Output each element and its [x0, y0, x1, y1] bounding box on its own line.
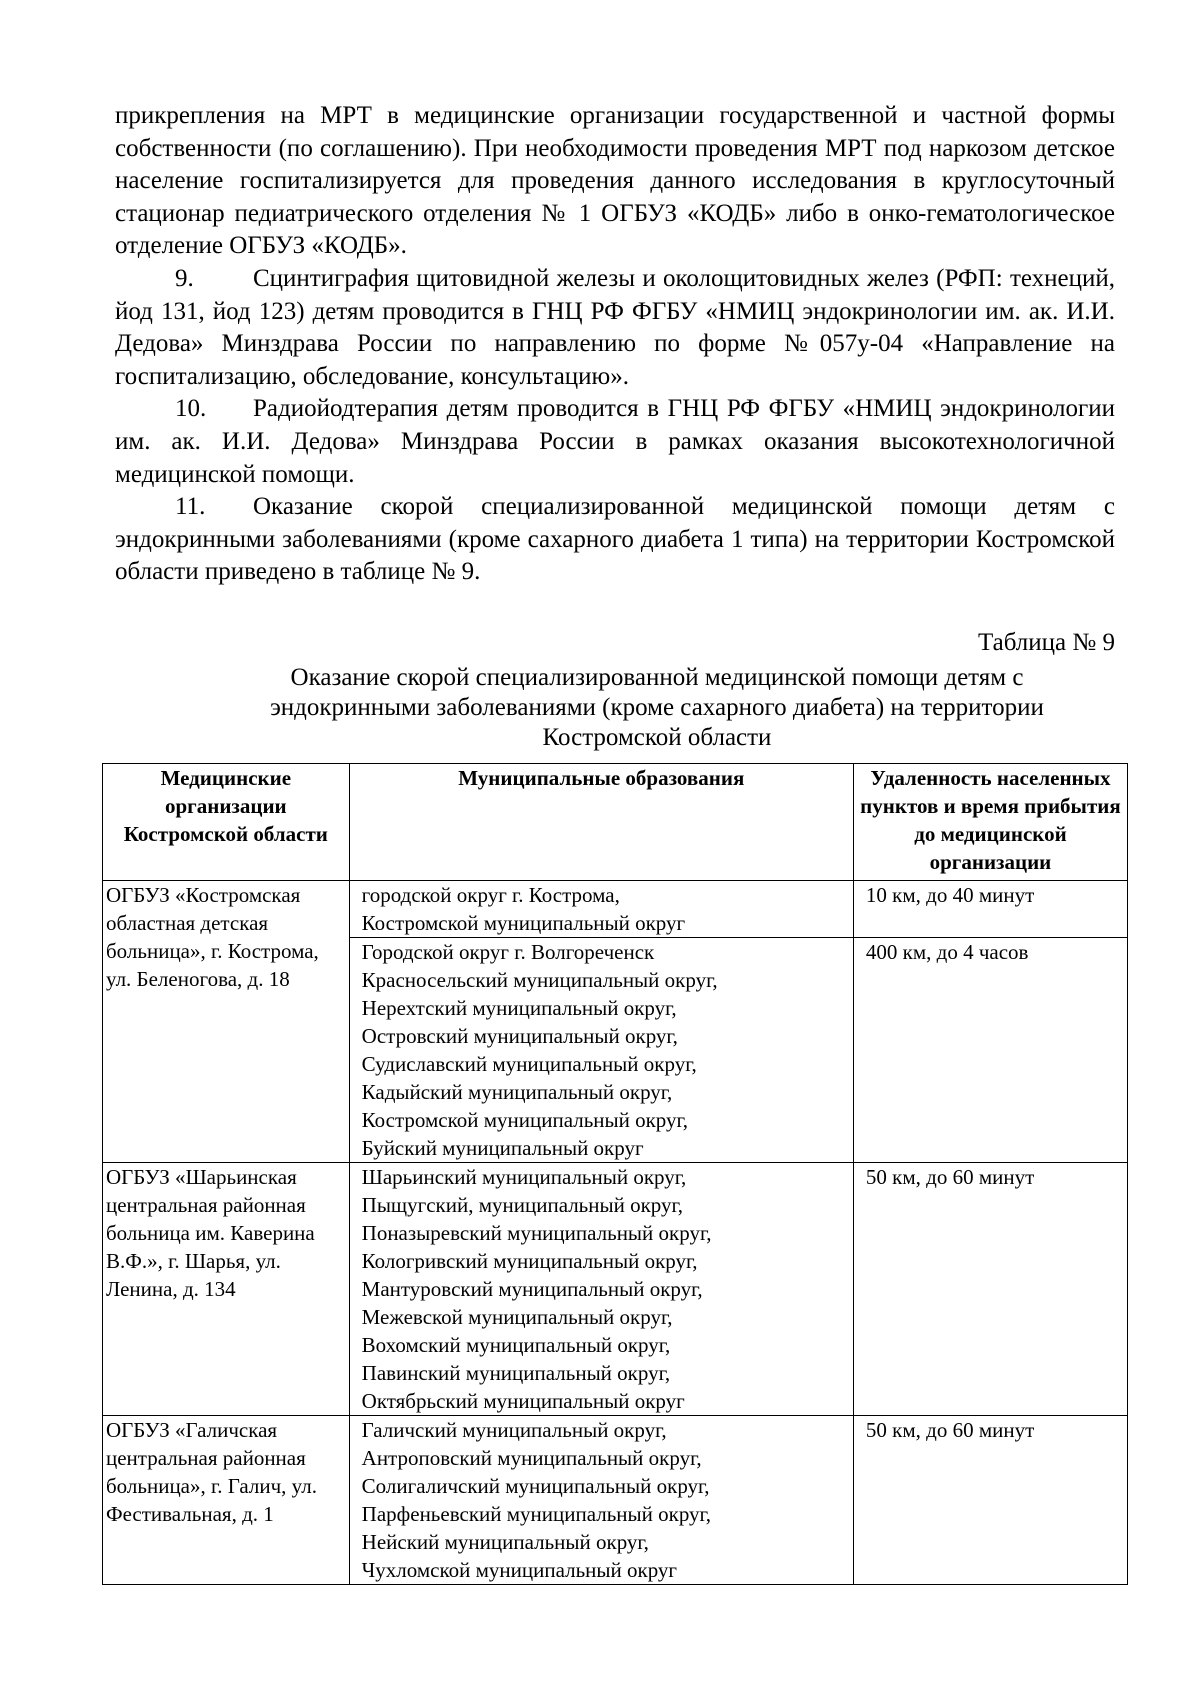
table-label: Таблица № 9	[977, 629, 1115, 656]
municipality: Парфеньевский муниципальный округ,	[361, 1502, 712, 1526]
municipality: Шарьинский муниципальный округ,	[361, 1165, 687, 1189]
municipality: Островский муниципальный округ,	[361, 1024, 678, 1048]
paragraph-text: прикрепления на МРТ в медицинские организации государственной и частной формы собственности (по соглашению). При необходимости проведения МРТ под наркозом детское население госпитализируется для проведения данного исследования в круглосуточный стационар педиатрического отделения № 1 ОГБУЗ «КОДБ» либо в онко-гематологическое отделение ОГБУЗ «КОДБ».	[115, 102, 1115, 260]
municipality: Буйский муниципальный округ	[361, 1136, 644, 1160]
org-cell: ОГБУЗ «Костромская областная детская больница», г. Кострома, ул. Беленогова, д. 18	[103, 881, 350, 1163]
municipality: Солигаличский муниципальный округ,	[361, 1474, 710, 1498]
municipality: Городской округ г. Волгореченск	[361, 940, 655, 964]
municipality: Галичский муниципальный округ,	[361, 1418, 667, 1442]
paragraph-continuation	[115, 100, 1115, 263]
document-page	[106, 100, 1121, 1582]
header-distance: Удаленность населенных пунктов и время прибытия до медицинской организации	[853, 764, 1127, 881]
distance-cell: 10 км, до 40 минут	[853, 881, 1127, 938]
paragraph-10	[115, 393, 1115, 491]
municipality: Кологривский муниципальный округ,	[361, 1249, 698, 1273]
municipality: Чухломской муниципальный округ	[361, 1558, 678, 1582]
table-row	[103, 1163, 1128, 1416]
municipality: Павинский муниципальный округ,	[361, 1361, 671, 1385]
paragraph-text: Оказание скорой специализированной медицинской помощи детям с эндокринными заболеваниями (кроме сахарного диабета 1 типа) на территории Костромской области приведено в таблице № 9.	[115, 493, 1115, 586]
paragraph-9	[115, 263, 1115, 393]
header-municipalities: Муниципальные образования	[349, 764, 853, 881]
table-row	[103, 881, 1128, 938]
table-9	[102, 763, 1128, 1585]
municipalities-cell	[349, 938, 853, 1163]
paragraph-text: Сцинтиграфия щитовидной железы и околощитовидных желез (РФП: технеций, йод 131, йод 123) детям проводится в ГНЦ РФ ФГБУ «НМИЦ эндокринологии им. ак. И.И. Дедова» Минздрава России по направлению по форме №057у-04 «Направление на госпитализацию, обследование, консультацию».	[115, 264, 1115, 390]
municipalities-cell	[349, 881, 853, 938]
paragraph-number: 9.	[175, 264, 194, 292]
municipality: Нейский муниципальный округ,	[361, 1530, 649, 1554]
paragraph-number: 11.	[175, 493, 206, 521]
paragraph-11	[115, 491, 1115, 589]
municipality: городской округ г. Кострома,	[361, 883, 620, 907]
municipality: Нерехтский муниципальный округ,	[361, 996, 677, 1020]
paragraph-number: 10.	[175, 395, 207, 423]
municipalities-cell	[349, 1416, 853, 1585]
paragraph-text: Радиойодтерапия детям проводится в ГНЦ РФ ФГБУ «НМИЦ эндокринологии им. ак. И.И. Дедова» Минздрава России в рамках оказания высокотехнологичной медицинской помощи.	[115, 395, 1115, 488]
table-row	[103, 1416, 1128, 1585]
municipality: Октябрьский муниципальный округ	[361, 1389, 685, 1413]
municipalities-cell	[349, 1163, 853, 1416]
body-text	[115, 100, 1115, 589]
municipality: Вохомский муниципальный округ,	[361, 1333, 671, 1357]
municipality: Кадыйский муниципальный округ,	[361, 1080, 673, 1104]
municipality: Красносельский муниципальный округ,	[361, 968, 718, 992]
distance-cell: 50 км, до 60 минут	[853, 1163, 1127, 1416]
header-organizations: Медицинские организации Костромской области	[103, 764, 350, 881]
distance-cell: 400 км, до 4 часов	[853, 938, 1127, 1163]
municipality: Мантуровский муниципальный округ,	[361, 1277, 703, 1301]
municipality: Судиславский муниципальный округ,	[361, 1052, 697, 1076]
org-cell: ОГБУЗ «Галичская центральная районная больница», г. Галич, ул. Фестивальная, д. 1	[103, 1416, 350, 1585]
municipality: Костромской муниципальный округ	[361, 911, 686, 935]
municipality: Пыщугский, муниципальный округ,	[361, 1193, 684, 1217]
table-header-row	[103, 764, 1128, 881]
municipality: Поназыревский муниципальный округ,	[361, 1221, 712, 1245]
distance-cell: 50 км, до 60 минут	[853, 1416, 1127, 1585]
municipality: Межевской муниципальный округ,	[361, 1305, 673, 1329]
org-cell: ОГБУЗ «Шарьинская центральная районная больница им. Каверина В.Ф.», г. Шарья, ул. Ленина, д. 134	[103, 1163, 350, 1416]
table-title: Оказание скорой специализированной медицинской помощи детям с эндокринными заболеваниями (кроме сахарного диабета) на территории Костромской области	[270, 664, 1044, 751]
municipality: Антроповский муниципальный округ,	[361, 1446, 702, 1470]
municipality: Костромской муниципальный округ,	[361, 1108, 689, 1132]
